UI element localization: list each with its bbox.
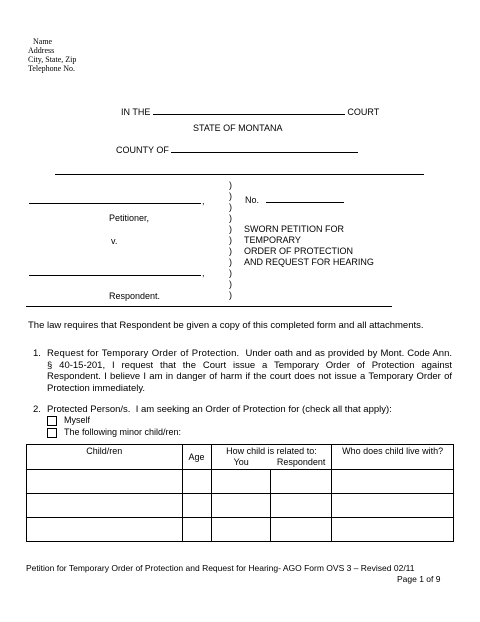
county-line <box>116 144 358 156</box>
paren-8: ) <box>229 257 232 267</box>
col-live-header: Who does child live with? <box>332 445 454 470</box>
footer-form-title: Petition for Temporary Order of Protection and Request for Hearing- AGO Form OVS 3 – Revised 02/11 <box>26 563 415 573</box>
paren-2: ) <box>229 191 232 201</box>
footer-page-number: Page 1 of 9 <box>397 574 441 584</box>
header-address: Address <box>28 46 55 55</box>
paren-11: ) <box>229 290 232 300</box>
col-related-header: How child is related to: <box>211 445 332 458</box>
state-title: STATE OF MONTANA <box>193 123 283 133</box>
county-name-field[interactable] <box>171 144 358 153</box>
respondent-label: Respondent. <box>109 291 161 301</box>
respondent-comma: , <box>202 268 205 278</box>
title-line-1: SWORN PETITION FOR <box>244 224 344 234</box>
header-city: City, State, Zip <box>28 55 77 64</box>
section2-number: 2. <box>33 404 41 415</box>
versus-label: v. <box>111 236 118 246</box>
myself-label: Myself <box>64 415 91 425</box>
table-header-row <box>27 445 454 458</box>
children-checkbox[interactable] <box>47 428 57 438</box>
petitioner-comma: , <box>202 196 205 206</box>
title-line-2: TEMPORARY <box>244 235 301 245</box>
section1-text: Under oath and as provided by Mont. Code Ann. § 40-15-201, I request that the Court issue a Temporary Order of Protection against Respondent. I believe I am in danger of harm if the court does not issue a Temporary Order of Protection immediately. <box>47 348 453 394</box>
section1-paragraph <box>47 348 452 394</box>
table-row[interactable] <box>27 518 454 542</box>
header-name: Name <box>33 37 53 46</box>
paren-5: ) <box>229 224 232 234</box>
county-of-label: COUNTY OF <box>116 145 169 155</box>
section2-text: I am seeking an Order of Protection for (check all that apply): <box>135 404 392 415</box>
case-number-line <box>245 194 344 206</box>
section2-line <box>47 404 392 416</box>
paren-7: ) <box>229 246 232 256</box>
in-the-label: IN THE <box>121 107 151 117</box>
court-line <box>121 106 379 118</box>
section1-heading: Request for Temporary Order of Protection. <box>47 348 240 359</box>
paren-6: ) <box>229 235 232 245</box>
petitioner-label: Petitioner, <box>109 213 150 223</box>
paren-1: ) <box>229 180 232 190</box>
respondent-name-field[interactable] <box>29 275 201 276</box>
header-telephone: Telephone No. <box>28 64 75 73</box>
caption-bottom-rule <box>26 306 392 307</box>
col-you-header: You <box>211 457 271 470</box>
title-line-4: AND REQUEST FOR HEARING <box>244 257 374 267</box>
case-number-field[interactable] <box>266 194 344 203</box>
section2-heading: Protected Person/s. <box>47 404 131 415</box>
col-child-header: Child/ren <box>27 445 183 470</box>
court-name-field[interactable] <box>153 106 345 115</box>
caption-top-rule <box>55 174 424 175</box>
notice-text: The law requires that Respondent be given a copy of this completed form and all attachments. <box>28 320 424 331</box>
court-label: COURT <box>347 107 380 117</box>
title-line-3: ORDER OF PROTECTION <box>244 246 354 256</box>
col-respondent-header: Respondent <box>271 457 332 470</box>
children-label: The following minor child/ren: <box>64 427 182 437</box>
paren-4: ) <box>229 213 232 223</box>
paren-3: ) <box>229 202 232 212</box>
table-row[interactable] <box>27 494 454 518</box>
case-number-label: No. <box>245 195 260 205</box>
children-table <box>26 444 454 542</box>
myself-checkbox[interactable] <box>47 416 57 426</box>
paren-9: ) <box>229 268 232 278</box>
petitioner-name-field[interactable] <box>29 203 201 204</box>
table-row[interactable] <box>27 470 454 494</box>
section1-number: 1. <box>33 348 41 359</box>
col-age-header: Age <box>182 445 211 470</box>
paren-10: ) <box>229 279 232 289</box>
